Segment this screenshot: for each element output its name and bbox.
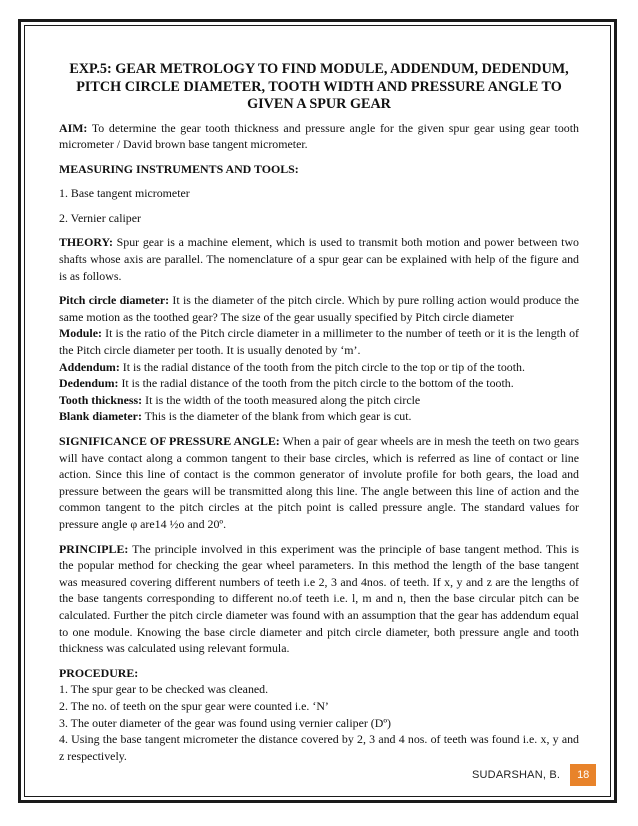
- definitions-list: [59, 292, 579, 425]
- definition-item: Blank diameter: This is the diameter of the blank from which gear is cut.: [59, 409, 412, 424]
- instruments-heading: MEASURING INSTRUMENTS AND TOOLS:: [59, 161, 299, 176]
- significance-text: When a pair of gear wheels are in mesh the teeth on two gears will have contact along a common tangent to their base circles, which is referred as line of contact or line action. Since this line of contact is the common generator of involute profile for both gears, the load and pressure between the gears will be transmitted along this line. The angle between this line of action and the common tangent to the pitch circles at the pitch point is called pressure angle. The standard values for pressure angle φ are14 ½o and 20º.: [59, 434, 579, 531]
- procedure-step: 1. The spur gear to be checked was cleaned.: [59, 682, 269, 697]
- theory-text: Spur gear is a machine element, which is used to transmit both motion and power between two shafts whose axis are parallel. The nomenclature of a spur gear can be explained with help of the figure and is as follows.: [59, 235, 579, 283]
- procedure-heading: PROCEDURE:: [59, 665, 139, 680]
- procedure-step: 2. The no. of teeth on the spur gear were counted i.e. ‘N’: [59, 698, 329, 713]
- aim-paragraph: [59, 120, 579, 153]
- principle-label: PRINCIPLE:: [59, 541, 129, 556]
- definition-item: Module: It is the ratio of the Pitch circle diameter in a millimeter to the number of teeth or it is the length of the Pitch circle diameter per tooth. It is usually denoted by ‘m’.: [59, 326, 579, 358]
- aim-text: To determine the gear tooth thickness and pressure angle for the given spur gear using gear tooth micrometer / David brown base tangent micrometer.: [59, 120, 579, 152]
- page-title: EXP.5: GEAR METROLOGY TO FIND MODULE, ADDENDUM, DEDENDUM, PITCH CIRCLE DIAMETER, TOOTH WIDTH AND PRESSURE ANGLE TO GIVEN A SPUR GEAR: [69, 61, 569, 112]
- definition-item: Addendum: It is the radial distance of the tooth from the pitch circle to the top or tip of the tooth.: [59, 359, 525, 374]
- significance-label: SIGNIFICANCE OF PRESSURE ANGLE:: [59, 434, 280, 448]
- principle-paragraph: [59, 541, 579, 657]
- principle-text: The principle involved in this experiment was the principle of base tangent method. This is the popular method for checking the gear wheel parameters. In this method the length of the base tangent was measured covering different numbers of teeth i.e 2, 3 and 4nos. of teeth. If x, y and z are the lengths of the base tangents corresponding to different no.of teeth i.e. l, m and n, then the base circular pitch can be calculated. Further the pitch circle diameter was found with an assumption that the gear has addendum equal to one module. Knowing the base circle diameter and pitch circle diameter, both pressure angle and tooth thickness was calculated using relevant formula.: [59, 541, 579, 656]
- page-number-badge: 18: [570, 764, 596, 786]
- definition-item: Pitch circle diameter: It is the diameter of the pitch circle. Which by pure rolling action would produce the same motion as the toothed gear? The size of the gear usually specified by Pitch circle diameter: [59, 293, 579, 324]
- theory-label: THEORY:: [59, 235, 113, 250]
- footer-author: SUDARSHAN, B.: [472, 769, 561, 781]
- procedure-step: 3. The outer diameter of the gear was found using vernier caliper (Dº): [59, 715, 391, 730]
- page-footer: [472, 764, 596, 786]
- document-body: [59, 57, 579, 764]
- procedure-step: 4. Using the base tangent micrometer the distance covered by 2, 3 and 4 nos. of teeth was found i.e. x, y and z respectively.: [59, 732, 579, 763]
- definition-item: Dedendum: It is the radial distance of the tooth from the pitch circle to the bottom of the tooth.: [59, 376, 514, 391]
- instrument-item: 1. Base tangent micrometer: [59, 186, 190, 201]
- aim-label: AIM:: [59, 120, 88, 135]
- significance-paragraph: [59, 433, 579, 533]
- instrument-item: 2. Vernier caliper: [59, 210, 141, 225]
- definition-item: Tooth thickness: It is the width of the tooth measured along the pitch circle: [59, 392, 421, 407]
- theory-paragraph: [59, 234, 579, 284]
